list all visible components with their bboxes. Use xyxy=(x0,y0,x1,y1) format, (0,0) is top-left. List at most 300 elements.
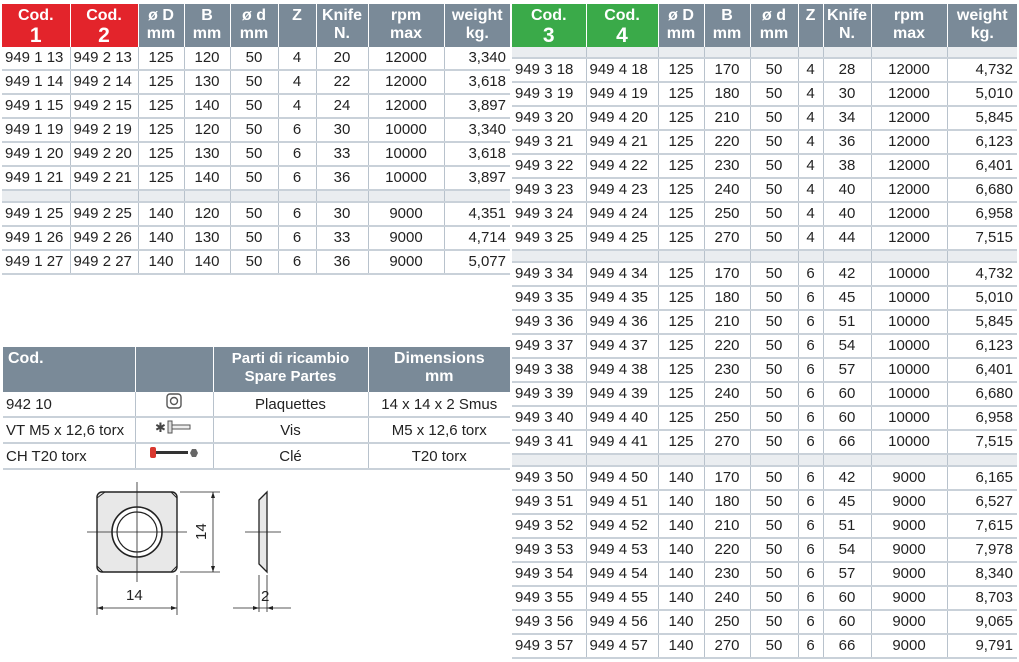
value-cell: 38 xyxy=(823,154,871,178)
value-cell: 9,791 xyxy=(947,634,1017,658)
value-cell: 6 xyxy=(798,406,823,430)
table-row xyxy=(512,634,1017,658)
table-row xyxy=(512,82,1017,106)
code-cell: 949 1 27 xyxy=(2,250,70,274)
value-cell: 12000 xyxy=(368,94,444,118)
value-cell: 6 xyxy=(798,634,823,658)
screw-icon xyxy=(135,417,213,443)
value-cell: 44 xyxy=(823,226,871,250)
value-cell: 10000 xyxy=(871,310,947,334)
value-cell: 6 xyxy=(798,382,823,406)
value-cell: 5,845 xyxy=(947,106,1017,130)
code-cell: 949 3 35 xyxy=(512,286,586,310)
value-cell: 170 xyxy=(704,262,750,286)
table-row xyxy=(2,166,510,190)
table-row xyxy=(512,310,1017,334)
code-cell: 949 4 23 xyxy=(586,178,658,202)
value-cell: 40 xyxy=(823,202,871,226)
table-row xyxy=(512,202,1017,226)
value-cell: 210 xyxy=(704,514,750,538)
table-row xyxy=(512,562,1017,586)
column-header: Knife N. xyxy=(316,4,368,47)
value-cell: 6 xyxy=(798,538,823,562)
value-cell: 50 xyxy=(750,226,798,250)
code-cell: 949 1 13 xyxy=(2,47,70,70)
value-cell: 6 xyxy=(798,358,823,382)
table-row xyxy=(2,70,510,94)
value-cell: 50 xyxy=(750,286,798,310)
value-cell: 5,010 xyxy=(947,82,1017,106)
value-cell: 50 xyxy=(750,586,798,610)
value-cell: 9,065 xyxy=(947,610,1017,634)
value-cell: 12000 xyxy=(871,106,947,130)
value-cell: 36 xyxy=(316,250,368,274)
value-cell: 28 xyxy=(823,58,871,82)
table-row xyxy=(2,142,510,166)
value-cell: 220 xyxy=(704,538,750,562)
thickness-label: 2 xyxy=(261,588,270,605)
value-cell: 50 xyxy=(750,202,798,226)
value-cell: 220 xyxy=(704,334,750,358)
value-cell: 12000 xyxy=(871,130,947,154)
value-cell: 10000 xyxy=(871,430,947,454)
value-cell: 12000 xyxy=(871,58,947,82)
value-cell: 270 xyxy=(704,634,750,658)
code-cell: 949 3 41 xyxy=(512,430,586,454)
value-cell: 50 xyxy=(750,430,798,454)
column-header: Knife N. xyxy=(823,4,871,47)
value-cell: 5,845 xyxy=(947,310,1017,334)
value-cell: 9000 xyxy=(871,466,947,490)
parts-row xyxy=(3,417,510,443)
value-cell: 12000 xyxy=(368,47,444,70)
table-row xyxy=(512,430,1017,454)
value-cell: 120 xyxy=(184,47,230,70)
code-cell: 949 4 54 xyxy=(586,562,658,586)
table-row xyxy=(512,406,1017,430)
insert-side-view xyxy=(245,492,281,572)
value-cell: 125 xyxy=(658,310,704,334)
value-cell: 50 xyxy=(750,466,798,490)
table-row xyxy=(2,118,510,142)
value-cell: 9000 xyxy=(871,610,947,634)
value-cell: 7,515 xyxy=(947,226,1017,250)
value-cell: 250 xyxy=(704,202,750,226)
value-cell: 4 xyxy=(278,94,316,118)
value-cell: 3,897 xyxy=(444,94,510,118)
value-cell: 7,615 xyxy=(947,514,1017,538)
parts-header-parts: Parti di ricambio Spare Partes xyxy=(213,347,368,392)
value-cell: 30 xyxy=(316,202,368,226)
value-cell: 240 xyxy=(704,586,750,610)
value-cell: 60 xyxy=(823,586,871,610)
code-cell: 949 4 57 xyxy=(586,634,658,658)
code-cell: 949 1 25 xyxy=(2,202,70,226)
value-cell: 10000 xyxy=(368,166,444,190)
value-cell: 60 xyxy=(823,406,871,430)
value-cell: 140 xyxy=(658,634,704,658)
header-cod-3: Cod. 3 xyxy=(512,4,586,47)
value-cell: 42 xyxy=(823,466,871,490)
table-row xyxy=(2,47,510,70)
value-cell: 66 xyxy=(823,634,871,658)
value-cell: 120 xyxy=(184,118,230,142)
column-header: ø d mm xyxy=(750,4,798,47)
table-row xyxy=(512,154,1017,178)
value-cell: 50 xyxy=(750,82,798,106)
value-cell: 140 xyxy=(658,490,704,514)
code-cell: 949 4 38 xyxy=(586,358,658,382)
height-label: 14 xyxy=(193,523,210,540)
code-cell: 949 4 20 xyxy=(586,106,658,130)
parts-dimension: T20 torx xyxy=(368,443,510,469)
table-row xyxy=(512,382,1017,406)
value-cell: 140 xyxy=(658,562,704,586)
value-cell: 4,732 xyxy=(947,262,1017,286)
value-cell: 50 xyxy=(750,634,798,658)
column-header: B mm xyxy=(184,4,230,47)
value-cell: 250 xyxy=(704,610,750,634)
code-cell: 949 2 19 xyxy=(70,118,138,142)
parts-header-dimensions: Dimensions mm xyxy=(368,347,510,392)
value-cell: 57 xyxy=(823,358,871,382)
column-header: ø d mm xyxy=(230,4,278,47)
group-separator xyxy=(2,190,510,202)
code-cell: 949 4 41 xyxy=(586,430,658,454)
value-cell: 50 xyxy=(750,562,798,586)
value-cell: 33 xyxy=(316,142,368,166)
code-cell: 949 3 51 xyxy=(512,490,586,514)
value-cell: 8,703 xyxy=(947,586,1017,610)
value-cell: 50 xyxy=(750,490,798,514)
column-header: ø D mm xyxy=(658,4,704,47)
value-cell: 240 xyxy=(704,382,750,406)
value-cell: 6,680 xyxy=(947,382,1017,406)
value-cell: 6 xyxy=(798,514,823,538)
table-row xyxy=(512,262,1017,286)
value-cell: 250 xyxy=(704,406,750,430)
value-cell: 4 xyxy=(798,130,823,154)
table-row xyxy=(512,130,1017,154)
value-cell: 125 xyxy=(138,166,184,190)
value-cell: 4,714 xyxy=(444,226,510,250)
code-cell: 949 4 37 xyxy=(586,334,658,358)
code-cell: 949 4 21 xyxy=(586,130,658,154)
dimension-thickness xyxy=(233,575,291,612)
column-header: Z xyxy=(278,4,316,47)
value-cell: 50 xyxy=(750,130,798,154)
width-label: 14 xyxy=(126,587,143,604)
value-cell: 7,978 xyxy=(947,538,1017,562)
value-cell: 42 xyxy=(823,262,871,286)
value-cell: 170 xyxy=(704,466,750,490)
value-cell: 50 xyxy=(750,58,798,82)
table-row xyxy=(512,538,1017,562)
table-row xyxy=(512,610,1017,634)
value-cell: 6,401 xyxy=(947,358,1017,382)
code-cell: 949 3 18 xyxy=(512,58,586,82)
value-cell: 210 xyxy=(704,106,750,130)
table-row xyxy=(512,514,1017,538)
code-cell: 949 3 36 xyxy=(512,310,586,334)
value-cell: 60 xyxy=(823,382,871,406)
code-cell: 949 1 19 xyxy=(2,118,70,142)
value-cell: 50 xyxy=(230,70,278,94)
insert-icon xyxy=(135,392,213,417)
value-cell: 6 xyxy=(798,490,823,514)
value-cell: 125 xyxy=(658,262,704,286)
column-header: B mm xyxy=(704,4,750,47)
value-cell: 140 xyxy=(138,250,184,274)
value-cell: 20 xyxy=(316,47,368,70)
value-cell: 140 xyxy=(138,202,184,226)
value-cell: 50 xyxy=(230,94,278,118)
value-cell: 12000 xyxy=(871,82,947,106)
value-cell: 125 xyxy=(658,154,704,178)
svg-text:✱: ✱ xyxy=(155,420,166,435)
value-cell: 10000 xyxy=(871,334,947,358)
value-cell: 125 xyxy=(658,382,704,406)
code-cell: 949 3 57 xyxy=(512,634,586,658)
value-cell: 120 xyxy=(184,202,230,226)
code-cell: 949 4 55 xyxy=(586,586,658,610)
value-cell: 140 xyxy=(658,586,704,610)
header-cod-4: Cod. 4 xyxy=(586,4,658,47)
column-header: weight kg. xyxy=(947,4,1017,47)
code-cell: 949 3 38 xyxy=(512,358,586,382)
value-cell: 6 xyxy=(798,262,823,286)
value-cell: 140 xyxy=(184,166,230,190)
value-cell: 125 xyxy=(658,406,704,430)
value-cell: 8,340 xyxy=(947,562,1017,586)
value-cell: 230 xyxy=(704,562,750,586)
parts-name: Vis xyxy=(213,417,368,443)
value-cell: 3,340 xyxy=(444,47,510,70)
value-cell: 10000 xyxy=(871,382,947,406)
code-cell: 949 1 15 xyxy=(2,94,70,118)
value-cell: 4 xyxy=(798,82,823,106)
parts-code: CH T20 torx xyxy=(3,443,135,469)
value-cell: 6 xyxy=(278,166,316,190)
group-separator xyxy=(512,250,1017,262)
value-cell: 22 xyxy=(316,70,368,94)
code-cell: 949 2 20 xyxy=(70,142,138,166)
value-cell: 270 xyxy=(704,430,750,454)
value-cell: 140 xyxy=(138,226,184,250)
value-cell: 12000 xyxy=(368,70,444,94)
value-cell: 180 xyxy=(704,490,750,514)
value-cell: 51 xyxy=(823,514,871,538)
value-cell: 4 xyxy=(798,178,823,202)
value-cell: 12000 xyxy=(871,202,947,226)
table-row xyxy=(512,358,1017,382)
value-cell: 60 xyxy=(823,610,871,634)
value-cell: 125 xyxy=(658,202,704,226)
torx-key-icon xyxy=(135,443,213,469)
column-header: rpm max xyxy=(368,4,444,47)
value-cell: 5,010 xyxy=(947,286,1017,310)
value-cell: 180 xyxy=(704,286,750,310)
value-cell: 50 xyxy=(750,334,798,358)
value-cell: 50 xyxy=(230,166,278,190)
code-cell: 949 2 14 xyxy=(70,70,138,94)
value-cell: 4 xyxy=(798,58,823,82)
code-cell: 949 3 24 xyxy=(512,202,586,226)
code-cell: 949 3 20 xyxy=(512,106,586,130)
value-cell: 6 xyxy=(278,142,316,166)
value-cell: 4 xyxy=(278,47,316,70)
code-cell: 949 3 52 xyxy=(512,514,586,538)
value-cell: 140 xyxy=(184,250,230,274)
value-cell: 50 xyxy=(750,310,798,334)
code-cell: 949 4 24 xyxy=(586,202,658,226)
insert-drawing xyxy=(85,480,300,620)
code-cell: 949 4 39 xyxy=(586,382,658,406)
value-cell: 130 xyxy=(184,70,230,94)
code-cell: 949 3 54 xyxy=(512,562,586,586)
code-cell: 949 3 34 xyxy=(512,262,586,286)
value-cell: 125 xyxy=(658,226,704,250)
value-cell: 50 xyxy=(750,406,798,430)
value-cell: 125 xyxy=(658,334,704,358)
value-cell: 6,958 xyxy=(947,406,1017,430)
code-cell: 949 4 53 xyxy=(586,538,658,562)
table-row xyxy=(512,226,1017,250)
code-cell: 949 3 55 xyxy=(512,586,586,610)
value-cell: 50 xyxy=(750,106,798,130)
parts-row xyxy=(3,392,510,417)
value-cell: 125 xyxy=(138,142,184,166)
value-cell: 57 xyxy=(823,562,871,586)
value-cell: 30 xyxy=(823,82,871,106)
value-cell: 125 xyxy=(138,47,184,70)
code-cell: 949 3 50 xyxy=(512,466,586,490)
value-cell: 50 xyxy=(750,358,798,382)
parts-header-cod: Cod. xyxy=(3,347,135,392)
column-header: weight kg. xyxy=(444,4,510,47)
value-cell: 10000 xyxy=(368,142,444,166)
table-row xyxy=(512,178,1017,202)
value-cell: 6 xyxy=(798,562,823,586)
value-cell: 210 xyxy=(704,310,750,334)
value-cell: 3,618 xyxy=(444,70,510,94)
insert-front-view xyxy=(87,482,187,582)
value-cell: 33 xyxy=(316,226,368,250)
code-cell: 949 1 14 xyxy=(2,70,70,94)
value-cell: 50 xyxy=(230,226,278,250)
code-cell: 949 2 27 xyxy=(70,250,138,274)
value-cell: 36 xyxy=(316,166,368,190)
value-cell: 4 xyxy=(798,226,823,250)
column-header: Z xyxy=(798,4,823,47)
value-cell: 4 xyxy=(798,106,823,130)
code-cell: 949 4 19 xyxy=(586,82,658,106)
code-cell: 949 3 21 xyxy=(512,130,586,154)
code-cell: 949 2 15 xyxy=(70,94,138,118)
code-cell: 949 1 21 xyxy=(2,166,70,190)
table-row xyxy=(512,586,1017,610)
value-cell: 12000 xyxy=(871,154,947,178)
value-cell: 220 xyxy=(704,130,750,154)
value-cell: 51 xyxy=(823,310,871,334)
value-cell: 50 xyxy=(750,178,798,202)
code-cell: 949 4 25 xyxy=(586,226,658,250)
value-cell: 3,897 xyxy=(444,166,510,190)
value-cell: 9000 xyxy=(871,514,947,538)
parts-name: Clé xyxy=(213,443,368,469)
value-cell: 5,077 xyxy=(444,250,510,274)
value-cell: 9000 xyxy=(871,490,947,514)
value-cell: 230 xyxy=(704,358,750,382)
code-cell: 949 3 25 xyxy=(512,226,586,250)
value-cell: 54 xyxy=(823,334,871,358)
value-cell: 40 xyxy=(823,178,871,202)
value-cell: 125 xyxy=(138,94,184,118)
table-row xyxy=(2,250,510,274)
code-cell: 949 2 25 xyxy=(70,202,138,226)
value-cell: 125 xyxy=(658,358,704,382)
column-header: rpm max xyxy=(871,4,947,47)
code-cell: 949 4 18 xyxy=(586,58,658,82)
value-cell: 130 xyxy=(184,142,230,166)
value-cell: 9000 xyxy=(871,562,947,586)
value-cell: 140 xyxy=(658,514,704,538)
value-cell: 6,680 xyxy=(947,178,1017,202)
value-cell: 50 xyxy=(230,142,278,166)
value-cell: 6 xyxy=(278,226,316,250)
value-cell: 240 xyxy=(704,178,750,202)
value-cell: 50 xyxy=(750,514,798,538)
header-cod-2: Cod. 2 xyxy=(70,4,138,47)
parts-dimension: 14 x 14 x 2 Smus xyxy=(368,392,510,417)
value-cell: 3,340 xyxy=(444,118,510,142)
code-cell: 949 3 53 xyxy=(512,538,586,562)
code-cell: 949 4 56 xyxy=(586,610,658,634)
value-cell: 6 xyxy=(798,466,823,490)
value-cell: 50 xyxy=(230,250,278,274)
value-cell: 12000 xyxy=(871,178,947,202)
value-cell: 6,123 xyxy=(947,334,1017,358)
value-cell: 6 xyxy=(798,286,823,310)
value-cell: 24 xyxy=(316,94,368,118)
value-cell: 6,165 xyxy=(947,466,1017,490)
value-cell: 54 xyxy=(823,538,871,562)
value-cell: 6 xyxy=(278,202,316,226)
value-cell: 6 xyxy=(798,610,823,634)
group-separator xyxy=(512,47,1017,58)
value-cell: 6 xyxy=(798,334,823,358)
parts-code: VT M5 x 12,6 torx xyxy=(3,417,135,443)
value-cell: 125 xyxy=(138,70,184,94)
value-cell: 10000 xyxy=(368,118,444,142)
code-cell: 949 3 39 xyxy=(512,382,586,406)
code-cell: 949 3 56 xyxy=(512,610,586,634)
value-cell: 6 xyxy=(798,310,823,334)
value-cell: 230 xyxy=(704,154,750,178)
value-cell: 125 xyxy=(658,178,704,202)
code-cell: 949 2 26 xyxy=(70,226,138,250)
value-cell: 36 xyxy=(823,130,871,154)
value-cell: 50 xyxy=(750,382,798,406)
value-cell: 6 xyxy=(798,430,823,454)
code-cell: 949 3 37 xyxy=(512,334,586,358)
value-cell: 9000 xyxy=(368,250,444,274)
value-cell: 9000 xyxy=(368,226,444,250)
parts-name: Plaquettes xyxy=(213,392,368,417)
code-cell: 949 2 21 xyxy=(70,166,138,190)
value-cell: 7,515 xyxy=(947,430,1017,454)
value-cell: 50 xyxy=(230,202,278,226)
